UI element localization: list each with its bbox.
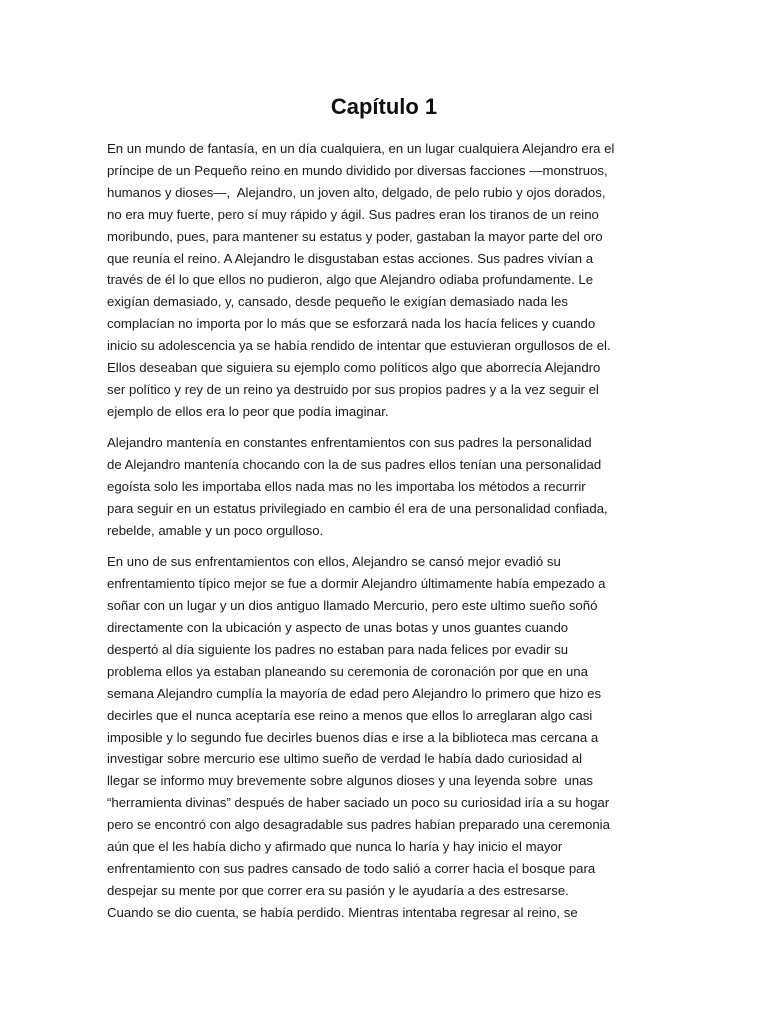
- text-line: Cuando se dio cuenta, se había perdido. Mientras intentaba regresar al reino, se: [107, 904, 578, 920]
- text-line: enfrentamiento típico mejor se fue a dormir Alejandro últimamente había empezado a: [107, 576, 606, 592]
- text-line: que reunía el reino. A Alejandro le disgustaban estas acciones. Sus padres vivían a: [107, 250, 594, 266]
- text-line: soñar con un lugar y un dios antiguo llamado Mercurio, pero este ultimo sueño soñó: [107, 598, 598, 614]
- text-line: Ellos deseaban que siguiera su ejemplo como políticos algo que aborrecía Alejandro: [107, 360, 601, 376]
- text-line: despertó al día siguiente los padres no estaban para nada felices por evadir su: [107, 641, 569, 657]
- text-line: Alejandro mantenía en constantes enfrentamientos con sus padres la personalidad: [107, 435, 592, 451]
- text-line: de Alejandro mantenía chocando con la de sus padres ellos tenían una personalidad: [107, 457, 602, 473]
- text-line: semana Alejandro cumplía la mayoría de edad pero Alejandro lo primero que hizo es: [107, 685, 602, 701]
- text-line: moribundo, pues, para mantener su estatus y poder, gastaban la mayor parte del oro: [107, 228, 603, 244]
- text-line: En un mundo de fantasía, en un día cualquiera, en un lugar cualquiera Alejandro era el: [107, 141, 615, 156]
- text-line: imposible y lo segundo fue decirles buenos días e irse a la biblioteca mas cercana a: [107, 729, 599, 745]
- chapter-title: Capítulo 1: [330, 94, 438, 119]
- text-line: rebelde, amable y un poco orgulloso.: [107, 522, 324, 538]
- text-line: despejar su mente por que correr era su pasión y le ayudaría a des estresarse.: [107, 882, 569, 898]
- text-line: investigar sobre mercurio ese ultimo sueño de verdad le había dado curiosidad al: [107, 751, 583, 767]
- text-line: decirles que el nunca aceptaría ese reino a menos que ellos lo arreglaran algo casi: [107, 707, 593, 723]
- text-line: través de él lo que ellos no pudieron, algo que Alejandro odiaba profundamente. Le: [107, 272, 594, 288]
- paragraph: [107, 138, 663, 423]
- text-line: ser político y rey de un reino ya destruido por sus propios padres y a la vez seguir el: [107, 381, 599, 397]
- text-line: “herramienta divinas” después de haber saciado un poco su curiosidad iría a su hogar: [107, 795, 610, 811]
- text-line: para seguir en un estatus privilegiado en cambio él era de una personalidad confiada,: [107, 501, 608, 516]
- paragraph: [107, 432, 663, 542]
- text-line: no era muy fuerte, pero sí muy rápido y ágil. Sus padres eran los tiranos de un reino: [107, 206, 599, 222]
- text-line: humanos y dioses—, Alejandro, un joven alto, delgado, de pelo rubio y ojos dorados,: [107, 184, 606, 200]
- text-line: príncipe de un Pequeño reino en mundo dividido por diversas facciones —monstruos,: [107, 162, 608, 178]
- text-line: ejemplo de ellos era lo peor que podía imaginar.: [107, 403, 389, 419]
- text-line: egoísta solo les importaba ellos nada mas no les importaba los métodos a recurrir: [107, 479, 586, 495]
- text-line: exigían demasiado, y, cansado, desde pequeño le exigían demasiado nada les: [107, 294, 568, 310]
- text-line: En uno de sus enfrentamientos con ellos, Alejandro se cansó mejor evadió su: [107, 554, 561, 570]
- text-line: complacían no importa por lo más que se esforzará nada los hacía felices y cuando: [107, 316, 596, 332]
- text-line: pero se encontró con algo desagradable sus padres habían preparado una ceremonia: [107, 817, 610, 833]
- text-line: inicio su adolescencia ya se había rendido de intentar que estuvieran orgullosos de el.: [107, 338, 611, 354]
- chapter-body: [107, 138, 663, 933]
- text-line: directamente con la ubicación y aspecto de unas botas y unos guantes cuando: [107, 620, 569, 636]
- text-line: llegar se informo muy brevemente sobre algunos dioses y una leyenda sobre unas: [107, 773, 594, 789]
- text-line: problema ellos ya estaban planeando su ceremonia de coronación por que en una: [107, 663, 588, 679]
- paragraph: [107, 551, 663, 923]
- text-line: enfrentamiento con sus padres cansado de todo salió a correr hacia el bosque para: [107, 861, 596, 876]
- text-line: aún que el les había dicho y afirmado que nunca lo haría y hay inicio el mayor: [107, 839, 563, 855]
